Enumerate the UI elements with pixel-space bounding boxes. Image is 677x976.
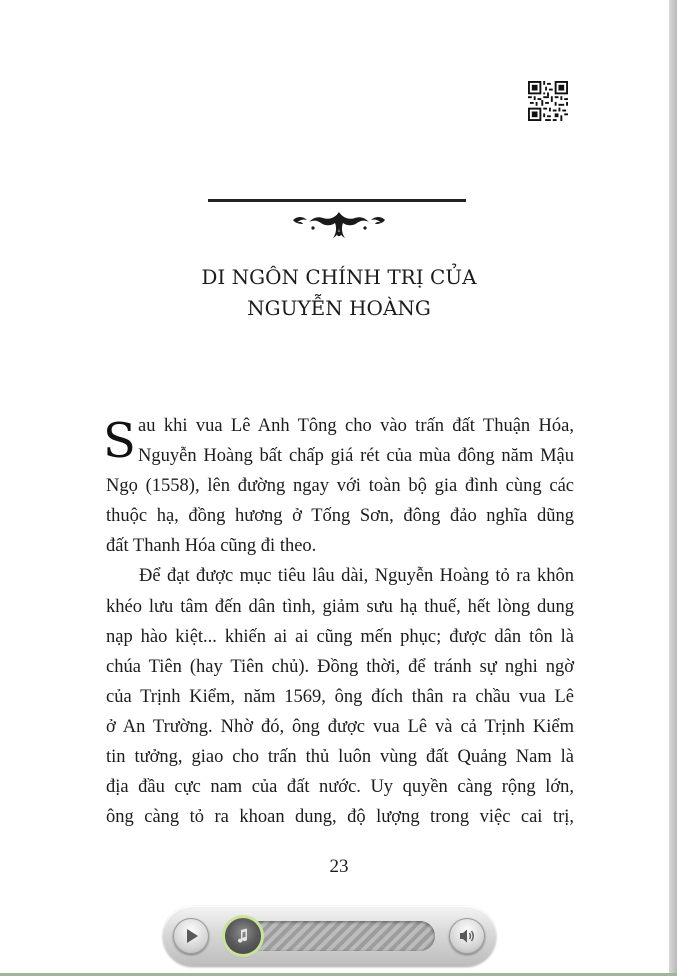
play-button[interactable] (173, 918, 209, 954)
drop-cap: S (103, 413, 136, 469)
text-line: của Trịnh Kiểm, năm 1569, ông đích thân ra chầu vua Lê (106, 686, 574, 707)
chapter-title (130, 262, 548, 324)
text-line: au khi vua Lê Anh Tông cho vào trấn đất Thuận Hóa, (138, 416, 574, 436)
paragraph-2 (106, 561, 574, 832)
text-line: ông càng tỏ ra khoan dung, độ lượng trong việc cai trị, (106, 807, 574, 828)
qr-code-icon (528, 81, 568, 121)
chapter-title-line-1: DI NGÔN CHÍNH TRỊ CỦA (201, 265, 477, 289)
text-line: địa đầu cực nam của đất nước. Uy quyền càng rộng lớn, (106, 777, 574, 798)
page-number: 23 (329, 856, 349, 877)
play-icon (173, 918, 209, 954)
audio-player (163, 906, 496, 966)
volume-button[interactable] (449, 918, 485, 954)
page-edge-right (669, 0, 677, 976)
text-line: đất Thanh Hóa cũng đi theo. (106, 536, 317, 557)
title-rule (208, 199, 466, 202)
text-line: ở An Trường. Nhờ đó, ông được vua Lê và cả Trịnh Kiểm (106, 716, 574, 737)
ornament-flourish-icon (289, 208, 389, 244)
text-line: thuộc hạ, đồng hương ở Tống Sơn, đông đảo nghĩa dũng (106, 506, 574, 527)
text-line: Nguyễn Hoàng bất chấp giá rét của mùa đông năm Mậu (138, 446, 574, 467)
paragraph-1 (103, 411, 574, 561)
music-note-icon (225, 918, 261, 954)
body-text (103, 411, 574, 832)
text-line: tin tưởng, giao cho trấn thủ luôn vùng đất Quảng Nam là (106, 747, 574, 768)
audio-progress-knob[interactable] (225, 918, 261, 954)
text-line: khéo lưu tâm đến dân tình, giảm sưu hạ thuế, hết lòng dung (106, 596, 574, 617)
speaker-icon (449, 918, 485, 954)
text-line: Ngọ (1558), lên đường ngay với toàn bộ gia đình cùng các (106, 476, 574, 497)
text-line: Để đạt được mục tiêu lâu dài, Nguyễn Hoàng tỏ ra khôn (139, 566, 574, 587)
text-line: chúa Tiên (hay Tiên chủ). Đồng thời, để tránh sự nghi ngờ (106, 656, 574, 677)
chapter-title-line-2: NGUYỄN HOÀNG (247, 296, 431, 320)
text-line: nạp hào kiệt... khiến ai ai cũng mến phục; được dân tôn là (106, 626, 574, 647)
